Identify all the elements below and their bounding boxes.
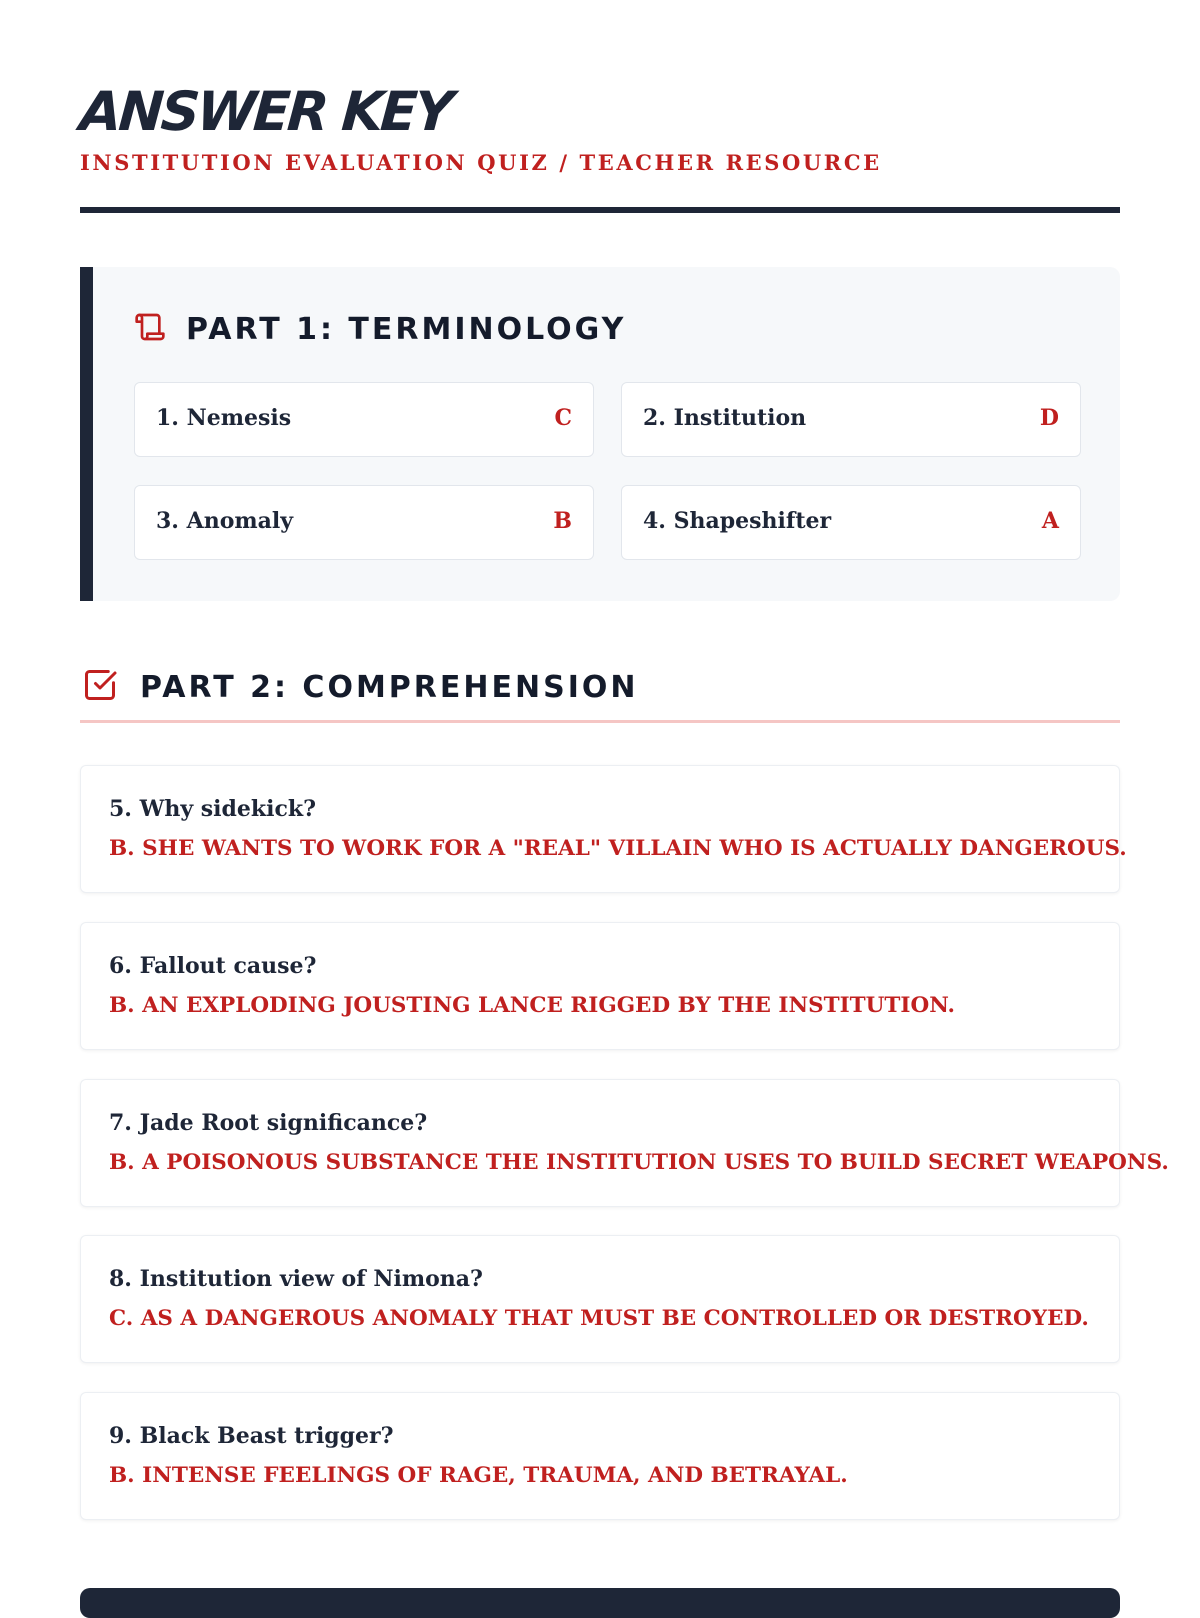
term-card bbox=[621, 382, 1081, 457]
question-answer: C. AS A DANGEROUS ANOMALY THAT MUST BE CONTROLLED OR DESTROYED. bbox=[109, 1306, 1089, 1331]
question-card bbox=[80, 1079, 1169, 1207]
question-answer: B. AN EXPLODING JOUSTING LANCE RIGGED BY THE INSTITUTION. bbox=[109, 993, 955, 1018]
question-card bbox=[80, 1235, 1120, 1363]
term-answer: B bbox=[553, 508, 572, 534]
footer-bar bbox=[80, 1588, 1120, 1618]
question-text: 8. Institution view of Nimona? bbox=[109, 1266, 483, 1292]
section-accent-bar bbox=[80, 267, 93, 601]
scroll-icon bbox=[134, 311, 166, 347]
term-answer: D bbox=[1039, 405, 1059, 431]
question-text: 6. Fallout cause? bbox=[109, 953, 317, 979]
checkbox-icon bbox=[82, 667, 118, 707]
question-answer: B. INTENSE FEELINGS OF RAGE, TRAUMA, AND BETRAYAL. bbox=[109, 1463, 848, 1488]
term-card bbox=[621, 485, 1081, 560]
question-answer: B. A POISONOUS SUBSTANCE THE INSTITUTION USES TO BUILD SECRET WEAPONS. bbox=[109, 1150, 1169, 1175]
part2-title: PART 2: COMPREHENSION bbox=[140, 669, 639, 705]
question-answer: B. SHE WANTS TO WORK FOR A "REAL" VILLAIN WHO IS ACTUALLY DANGEROUS. bbox=[109, 836, 1127, 861]
title-divider bbox=[80, 207, 1120, 213]
question-text: 9. Black Beast trigger? bbox=[109, 1423, 394, 1449]
question-card bbox=[80, 765, 1127, 893]
term-label: 4. Shapeshifter bbox=[643, 508, 832, 534]
question-text: 5. Why sidekick? bbox=[109, 796, 317, 822]
term-answer: C bbox=[554, 405, 572, 431]
question-card bbox=[80, 1392, 1120, 1520]
part1-title: PART 1: TERMINOLOGY bbox=[186, 311, 627, 347]
term-answer: A bbox=[1041, 508, 1059, 534]
question-text: 7. Jade Root significance? bbox=[109, 1110, 428, 1136]
part2-divider bbox=[80, 720, 1120, 723]
term-label: 1. Nemesis bbox=[156, 405, 292, 431]
term-card bbox=[134, 485, 594, 560]
page-title: ANSWER KEY bbox=[77, 80, 453, 143]
part2-header bbox=[80, 667, 638, 707]
term-card bbox=[134, 382, 594, 457]
term-label: 2. Institution bbox=[643, 405, 807, 431]
page-subtitle: INSTITUTION EVALUATION QUIZ / TEACHER RESOURCE bbox=[80, 150, 882, 175]
part1-header bbox=[134, 311, 626, 347]
term-label: 3. Anomaly bbox=[156, 508, 294, 534]
part1-terminology-section bbox=[80, 267, 1120, 601]
question-card bbox=[80, 922, 1120, 1050]
